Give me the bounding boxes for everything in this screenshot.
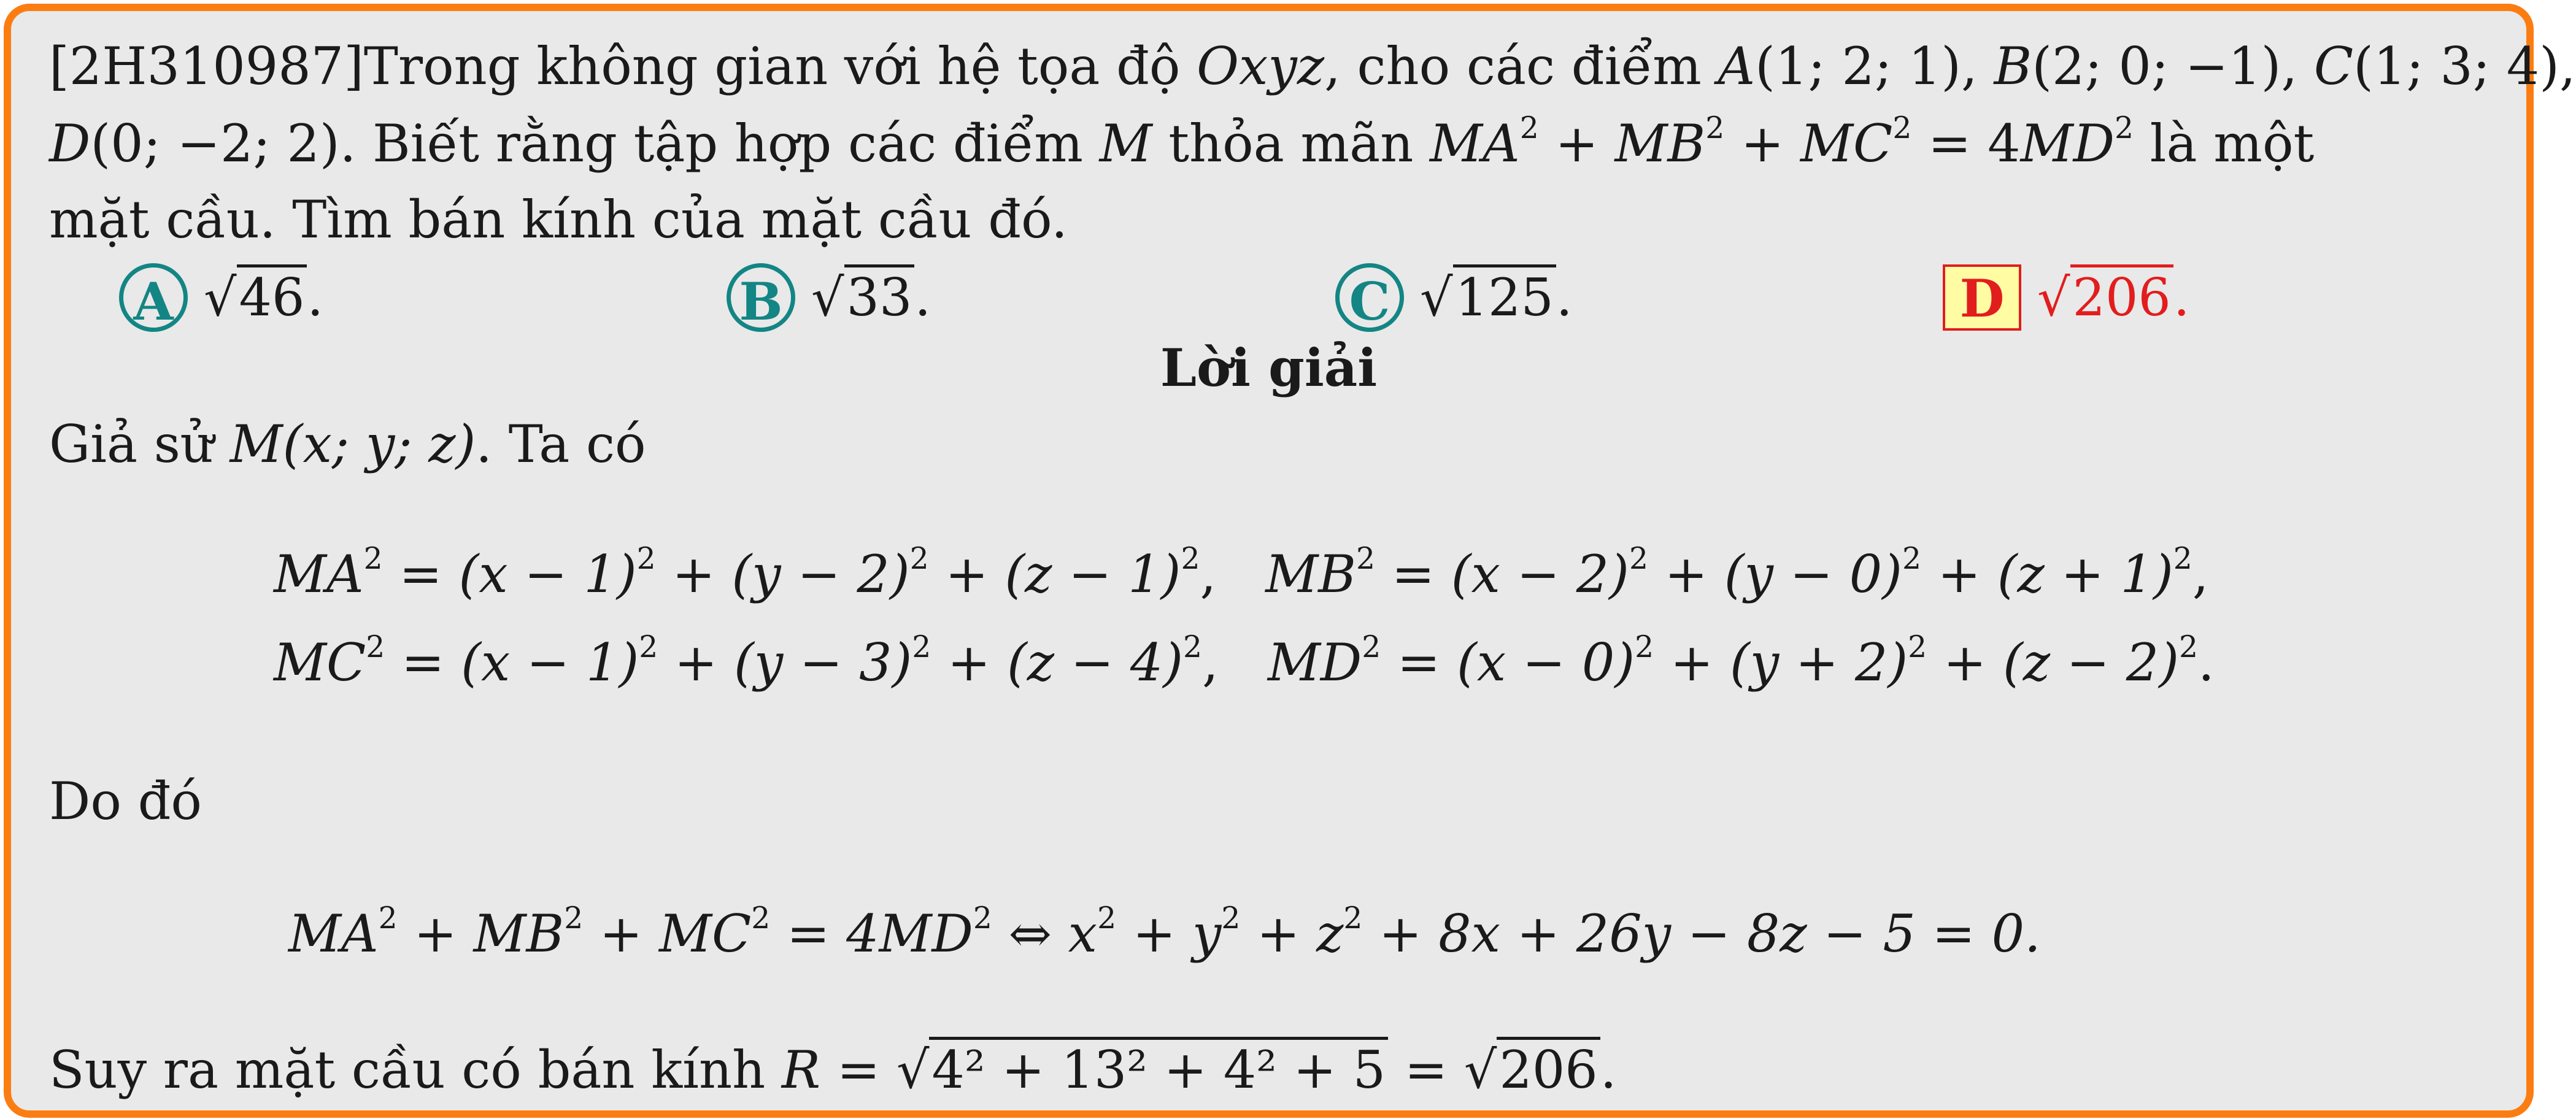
choice-b[interactable] — [727, 256, 931, 334]
eq-md-t2: + (y + 2) — [1654, 633, 1908, 693]
cond-coef: 4 — [1988, 113, 2021, 174]
cond-ma: MA — [1430, 113, 1520, 174]
solution-heading: Lời giải — [1160, 337, 1378, 398]
eq-ma-t1: = (x − 1) — [399, 544, 637, 604]
eq-mc-t1: = (x − 1) — [401, 633, 639, 693]
cond-mb: MB — [1614, 113, 1706, 174]
choice-a[interactable] — [119, 256, 323, 334]
solution-intro — [49, 413, 646, 475]
point-b: B — [1994, 36, 2032, 96]
choice-c[interactable] — [1335, 256, 1573, 334]
eq-mb-t1: = (x − 2) — [1391, 544, 1629, 604]
eq-mc-t3: + (z − 4) — [931, 633, 1184, 693]
do-do-line — [49, 771, 202, 832]
final-radicand: 4² + 13² + 4² + 5 — [929, 1037, 1388, 1100]
choice-a-value: 46 — [237, 264, 307, 328]
eq-md-t1: = (x − 0) — [1397, 633, 1635, 693]
choice-a-label: A — [119, 263, 188, 332]
problem-id: [2H310987] — [49, 36, 364, 96]
eq3-mc: MC — [659, 904, 752, 964]
choice-b-value: 33 — [844, 264, 915, 328]
point-m: M — [1099, 113, 1152, 174]
problem-line-3 — [49, 189, 1068, 250]
cond-md: MD — [2020, 113, 2115, 174]
point-c: C — [2313, 36, 2354, 96]
eq-mc: MC — [274, 633, 366, 693]
eq3-z: + z — [1240, 904, 1344, 964]
eq3-rhs: = 4MD — [787, 904, 973, 964]
problem-text-1: Trong không gian với hệ tọa độ — [363, 36, 1197, 96]
eq3-y: + y — [1116, 904, 1222, 964]
solution-intro-point: M(x; y; z) — [229, 414, 476, 474]
problem-line-1: [2H310987]Trong không gian với hệ tọa độ Oxyz, cho các điểm A(1; 2; 1), B(2; 0; −1), C(1; 3; 4), — [49, 36, 2576, 96]
point-a: A — [1718, 36, 1756, 96]
choice-d-text: √206. — [2037, 261, 2190, 334]
eq-mb: MB — [1265, 544, 1356, 604]
point-d: D — [49, 113, 91, 174]
do-do-text: Do đó — [49, 771, 202, 831]
coords-c: (1; 3; 4) — [2353, 36, 2560, 96]
choice-c-text: √125. — [1420, 261, 1573, 334]
final-sqrt: √4² + 13² + 4² + 5 — [897, 1039, 1388, 1101]
final-result-sqrt: √206 — [1464, 1039, 1600, 1101]
solution-intro-text: Giả sử — [49, 414, 230, 474]
equation-row-3: $MA^2 + MB^2 + MC^2 = 4MD^2$ ⇔ $x^2 + y^2 + z^2 + 8x + 26y - 8z - 5 = 0$. — [288, 901, 2041, 964]
problem-card — [4, 4, 2576, 1118]
choice-b-label: B — [727, 263, 795, 332]
choice-d-label: D — [1943, 264, 2021, 331]
solution-intro-end: . Ta có — [476, 414, 646, 474]
problem-text-5: là một — [2133, 113, 2315, 174]
equation-row-1: $MA^2 = (x - 1)^2 + (y - 2)^2 + (z - 1)^2$, $MB^2 = (x - 2)^2 + (y - 0)^2 + (z + 1)^2$, — [274, 542, 2209, 604]
choice-b-text: √33. — [811, 261, 931, 334]
eq-ma-t3: + (z − 1) — [928, 544, 1181, 604]
eq-md: MD — [1267, 633, 1362, 693]
problem-text-6: mặt cầu. Tìm bán kính của mặt cầu đó. — [49, 190, 1068, 250]
eq3-ma: MA — [288, 904, 379, 964]
final-text: Suy ra mặt cầu có bán kính — [49, 1040, 782, 1100]
equation-row-2: $MC^2 = (x - 1)^2 + (y - 3)^2 + (z - 4)^2$, $MD^2 = (x - 0)^2 + (y + 2)^2 + (z - 2)^2$. — [274, 630, 2215, 693]
eq3-end: + 8x + 26y − 8z − 5 = 0. — [1362, 904, 2041, 964]
final-result: 206 — [1497, 1037, 1600, 1100]
eq-mb-t3: + (z + 1) — [1921, 544, 2173, 604]
problem-line-2: D(0; −2; 2). Biết rằng tập hợp các điểm M thỏa mãn $MA^2 + MB^2 + MC^2 = 4MD^2$ là một — [49, 111, 2315, 174]
choice-d[interactable] — [1943, 256, 2190, 334]
final-r: R — [781, 1040, 821, 1100]
coords-a: (1; 2; 1) — [1755, 36, 1962, 96]
eq-mc-t2: + (y − 3) — [658, 633, 912, 693]
problem-text-3: . Biết rằng tập hợp các điểm — [339, 113, 1100, 174]
eq-md-t3: + (z − 2) — [1927, 633, 2179, 693]
coords-d: (0; −2; 2) — [90, 113, 340, 174]
eq3-mb: MB — [473, 904, 565, 964]
cond-mc: MC — [1800, 113, 1893, 174]
choice-c-value: 125 — [1453, 264, 1556, 328]
eq3-iff: ⇔ x — [992, 904, 1098, 964]
choice-d-value: 206 — [2070, 264, 2173, 328]
problem-text-4: thỏa mãn — [1152, 113, 1430, 174]
coords-b: (2; 0; −1) — [2032, 36, 2281, 96]
eq-mb-t2: + (y − 0) — [1648, 544, 1902, 604]
choice-a-text: √46. — [204, 261, 323, 334]
final-line: Suy ra mặt cầu có bán kính R = √4² + 13² + 4² + 5 = √206. — [49, 1039, 1616, 1101]
coord-system: Oxyz — [1197, 36, 1325, 96]
eq-ma: MA — [274, 544, 364, 604]
eq-ma-t2: + (y − 2) — [655, 544, 910, 604]
choice-c-label: C — [1335, 263, 1404, 332]
card-content — [11, 11, 2576, 1110]
problem-text-2: , cho các điểm — [1324, 36, 1718, 96]
